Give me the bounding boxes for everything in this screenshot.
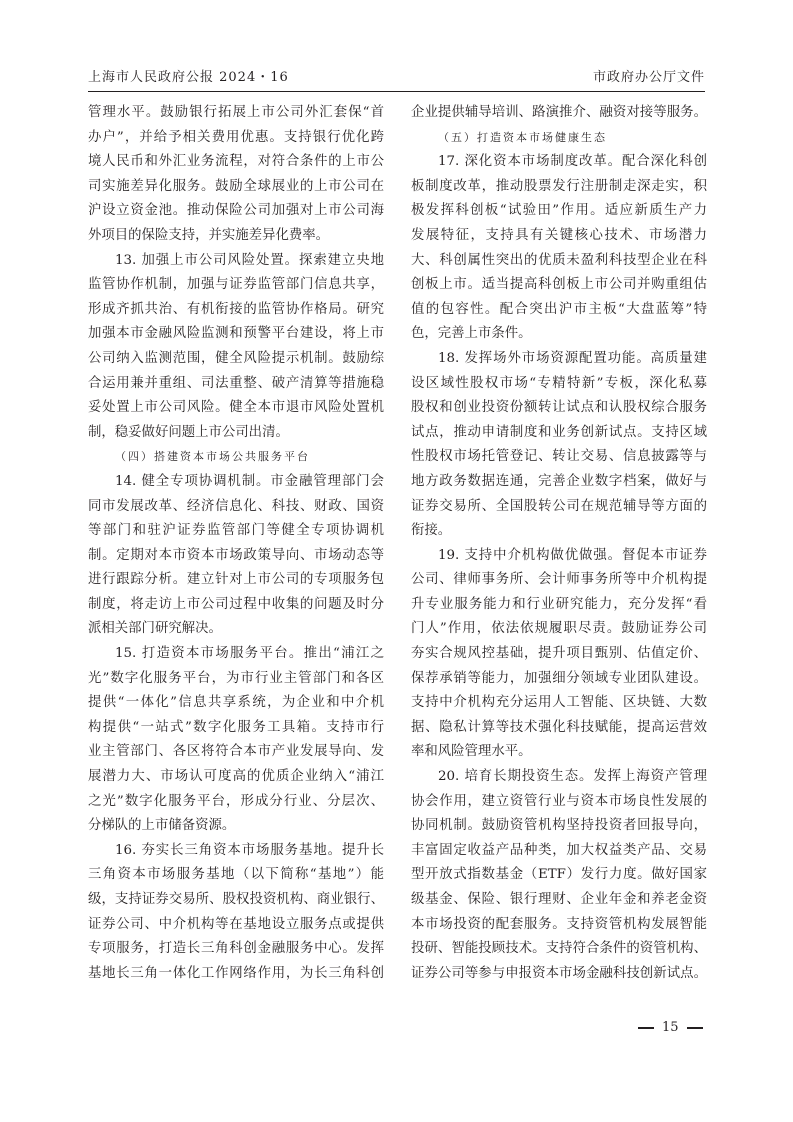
right-column — [411, 101, 707, 986]
text-line: 投研、智能投顾技术。支持符合条件的资管机构、 — [411, 941, 707, 957]
text-line: 极发挥科创板“试验田”作用。适应新质生产力 — [411, 203, 707, 219]
text-line: 夯实合规风控基础，提升项目甄别、估值定价、 — [411, 646, 707, 662]
text-line: 19. 支持中介机构做优做强。督促本市证券 — [438, 547, 707, 563]
text-line: 专项服务，打造长三角科创金融服务中心。发挥 — [88, 941, 384, 957]
text-line: 色，完善上市条件。 — [411, 326, 532, 342]
text-line: 企业提供辅导培训、路演推介、融资对接等服务。 — [411, 105, 707, 120]
text-line: 进行跟踪分析。建立针对上市公司的专项服务包 — [88, 572, 384, 588]
text-line: 证券公司、中介机构等在基地设立服务点或提供 — [88, 916, 384, 932]
text-line: 光”数字化服务平台，为市行业主管部门和各区 — [88, 670, 384, 686]
page-header — [88, 64, 705, 92]
text-line: 协同机制。鼓励资管机构坚持投资者回报导向， — [411, 818, 707, 834]
text-line: 衔接。 — [411, 523, 452, 539]
text-line: 级基金、保险、银行理财、企业年金和养老金资 — [411, 892, 707, 907]
text-line: 派相关部门研究解决。 — [88, 621, 222, 637]
text-line: 之光”数字化服务平台，形成分行业、分层次、 — [88, 793, 384, 809]
text-line: 沪设立资金池。推动保险公司加强对上市公司海 — [88, 203, 384, 219]
text-line: 加强本市金融风险监测和预警平台建设，将上市 — [88, 326, 384, 342]
text-line: 分梯队的上市储备资源。 — [88, 818, 236, 834]
dash-right — [687, 1027, 703, 1029]
text-line: 试点，推动申请制度和业务创新试点。支持区域 — [411, 424, 707, 440]
text-line: 20. 培育长期投资生态。发挥上海资产管理 — [438, 769, 707, 785]
text-line: 外项目的保险支持，并实施差异化费率。 — [88, 227, 330, 243]
text-line: 板制度改革，推动股票发行注册制走深走实，积 — [411, 178, 707, 194]
text-line: 升专业服务能力和行业研究能力，充分发挥“看 — [411, 596, 707, 612]
text-line: 15. 打造资本市场服务平台。推出“浦江之 — [115, 646, 384, 662]
text-line: 丰富固定收益产品种类，加大权益类产品、交易 — [411, 842, 707, 858]
text-line: 16. 夯实长三角资本市场服务基地。提升长 — [115, 842, 384, 858]
text-line: 支持中介机构充分运用人工智能、区块链、大数 — [411, 695, 707, 711]
page-number — [630, 1020, 711, 1035]
text-line: 18. 发挥场外市场资源配置功能。高质量建 — [438, 350, 707, 366]
text-line: 级，支持证券交易所、股权投资机构、商业银行、 — [88, 892, 384, 907]
text-line: 17. 深化资本市场制度改革。配合深化科创 — [438, 154, 707, 170]
text-line: 三角资本市场服务基地（以下简称“基地”）能 — [88, 867, 384, 883]
text-line: 据、隐私计算等技术强化科技赋能，提高运营效 — [411, 719, 707, 735]
text-line: 率和风险管理水平。 — [411, 744, 532, 760]
text-line: 创板上市。适当提高科创板上市公司并购重组估 — [411, 277, 707, 293]
text-line: 形成齐抓共治、有机衔接的监管协作格局。研究 — [88, 301, 384, 317]
text-line: 地方政务数据连通，完善企业数字档案，做好与 — [411, 473, 707, 489]
text-line: 基地长三角一体化工作网络作用，为长三角科创 — [88, 965, 384, 981]
text-line: 保荐承销等能力，加强细分领域专业团队建设。 — [411, 670, 707, 686]
text-line: 制度，将走访上市公司过程中收集的问题及时分 — [88, 596, 384, 612]
text-line: 13. 加强上市公司风险处置。探索建立央地 — [115, 252, 384, 268]
dash-left — [638, 1027, 654, 1029]
text-line: 妥处置上市公司风险。健全本市退市风险处置机 — [88, 400, 384, 416]
left-column — [88, 101, 384, 986]
text-line: 证券交易所、全国股转公司在规范辅导等方面的 — [411, 498, 707, 514]
text-line: 制，稳妥做好问题上市公司出清。 — [88, 424, 289, 440]
text-line: 设区域性股权市场“专精特新”专板，深化私募 — [411, 375, 707, 391]
text-line: 制。定期对本市资本市场政策导向、市场动态等 — [88, 547, 384, 563]
text-line: 证券公司等参与申报资本市场金融科技创新试点。 — [411, 965, 707, 981]
section-heading: （五）打造资本市场健康生态 — [438, 130, 607, 144]
text-line: 协会作用，建立资管行业与资本市场良性发展的 — [411, 793, 707, 809]
text-line: 公司纳入监测范围，健全风险提示机制。鼓励综 — [88, 350, 384, 366]
text-line: 股权和创业投资份额转让试点和认股权综合服务 — [411, 400, 707, 416]
text-line: 管理水平。鼓励银行拓展上市公司外汇套保“首 — [88, 105, 384, 120]
text-line: 值的包容性。配合突出沪市主板“大盘蓝筹”特 — [411, 301, 707, 317]
text-line: 公司、律师事务所、会计师事务所等中介机构提 — [411, 572, 707, 588]
section-title: 市政府办公厅文件 — [592, 70, 705, 85]
text-line: 发展特征，支持具有关键核心技术、市场潜力 — [411, 227, 707, 243]
text-line: 本市场投资的配套服务。支持资管机构发展智能 — [411, 916, 707, 932]
text-line: 业主管部门、各区将符合本市产业发展导向、发 — [88, 744, 384, 760]
text-line: 合运用兼并重组、司法重整、破产清算等措施稳 — [88, 375, 384, 391]
text-line: 型开放式指数基金（ETF）发行力度。做好国家 — [411, 867, 707, 883]
text-line: 展潜力大、市场认可度高的优质企业纳入“浦江 — [88, 769, 384, 785]
page-number-text: 15 — [662, 1020, 679, 1035]
text-line: 提供“一体化”信息共享系统，为企业和中介机 — [88, 695, 384, 711]
text-line: 同市发展改革、经济信息化、科技、财政、国资 — [88, 498, 384, 514]
text-line: 监管协作机制，加强与证券监管部门信息共享， — [88, 277, 384, 293]
text-line: 等部门和驻沪证券监管部门等健全专项协调机 — [88, 523, 384, 539]
text-line: 14. 健全专项协调机制。市金融管理部门会 — [115, 473, 384, 489]
text-line: 性股权市场托管登记、转让交易、信息披露等与 — [411, 449, 707, 465]
text-line: 大、科创属性突出的优质未盈利科技型企业在科 — [411, 252, 707, 268]
text-line: 构提供“一站式”数字化服务工具箱。支持市行 — [88, 719, 384, 735]
text-line: 司实施差异化服务。鼓励全球展业的上市公司在 — [88, 178, 384, 194]
section-heading: （四）搭建资本市场公共服务平台 — [115, 450, 310, 464]
publication-title: 上海市人民政府公报 2024・16 — [88, 70, 289, 85]
text-line: 门人”作用，依法依规履职尽责。鼓励证券公司 — [411, 621, 707, 637]
text-line: 境人民币和外汇业务流程，对符合条件的上市公 — [88, 154, 384, 170]
text-line: 办户”，并给予相关费用优惠。支持银行优化跨 — [88, 129, 384, 145]
